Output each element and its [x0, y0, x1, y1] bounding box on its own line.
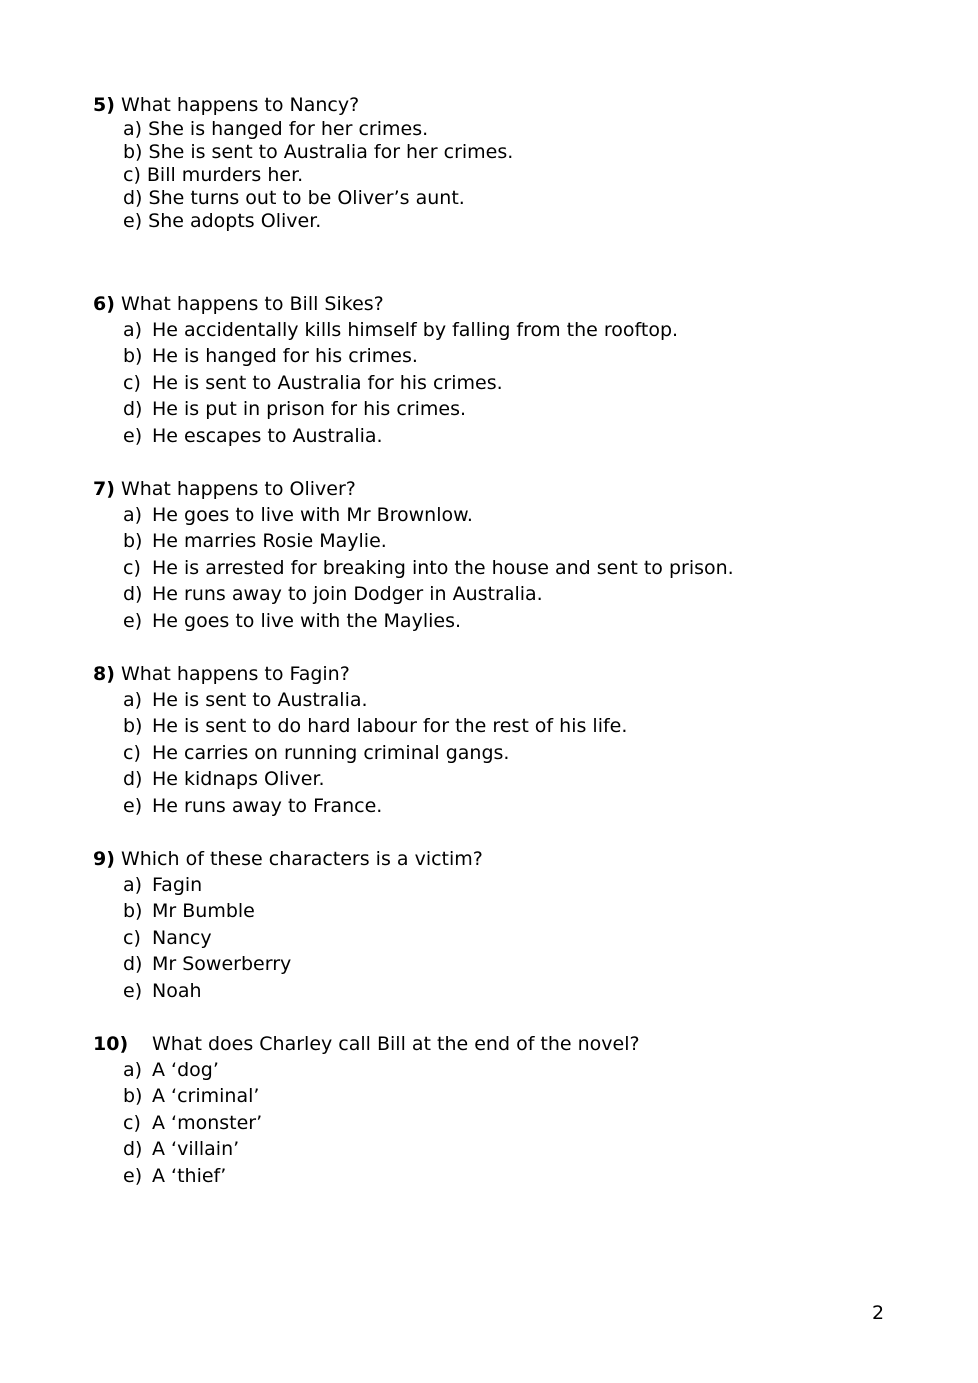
question-header [93, 661, 913, 687]
answer-option [93, 1110, 913, 1136]
answer-option [93, 370, 913, 396]
option-text: Noah [152, 979, 202, 1002]
question-text: What happens to Nancy? [120, 94, 360, 116]
answer-option [93, 317, 913, 343]
answer-option [93, 872, 913, 898]
option-text: He goes to live with the Maylies. [152, 609, 462, 632]
question-5 [93, 92, 913, 233]
option-text: He carries on running criminal gangs. [152, 741, 510, 764]
page-number: 2 [872, 1302, 885, 1324]
option-text: A ‘villain’ [152, 1138, 240, 1161]
answer-option [93, 555, 913, 581]
answer-option [93, 423, 913, 449]
option-text: He goes to live with Mr Brownlow. [152, 504, 473, 526]
option-letter: b) [123, 1085, 143, 1108]
option-text: A ‘monster’ [152, 1111, 263, 1134]
question-number: 8) [93, 663, 115, 685]
option-text: He runs away to France. [152, 794, 383, 817]
question-text: What happens to Bill Sikes? [120, 293, 384, 315]
option-letter: c) [123, 1111, 141, 1134]
question-9 [93, 846, 913, 1004]
option-letter: a) [123, 689, 143, 711]
question-text: What happens to Fagin? [120, 663, 350, 685]
option-letter: e) [123, 794, 143, 817]
answer-option [93, 343, 913, 369]
answer-option [93, 581, 913, 607]
option-letter: b) [123, 900, 143, 923]
question-number: 5) [93, 94, 115, 116]
answer-option [93, 793, 913, 819]
answer-option [93, 528, 913, 554]
option-text: He kidnaps Oliver. [152, 768, 325, 791]
option-letter: c) [123, 371, 141, 394]
option-letter: d) [123, 583, 143, 606]
question-8 [93, 661, 913, 819]
question-header [93, 291, 913, 317]
option-text: He marries Rosie Maylie. [152, 530, 387, 553]
question-number: 7) [93, 478, 115, 500]
option-text: He is sent to Australia. [152, 689, 368, 711]
option-letter: a) [123, 1059, 143, 1081]
answer-option [93, 608, 913, 634]
answer-option [93, 740, 913, 766]
option-letter: d) [123, 398, 143, 421]
option-letter: d) [123, 1138, 143, 1161]
answer-option: c) Bill murders her. [123, 164, 304, 186]
question-header [93, 846, 913, 872]
question-header [93, 92, 913, 118]
question-header [93, 1031, 913, 1057]
answer-option [93, 898, 913, 924]
option-letter: c) [123, 556, 141, 579]
option-text: Mr Sowerberry [152, 953, 292, 976]
answer-option [93, 1163, 913, 1189]
option-text: A ‘criminal’ [152, 1085, 260, 1108]
option-letter: e) [123, 609, 143, 632]
answer-option [93, 1057, 913, 1083]
option-text: He accidentally kills himself by falling from the rooftop. [152, 319, 679, 341]
answer-option [93, 502, 913, 528]
option-text: He is sent to Australia for his crimes. [152, 371, 503, 394]
answer-option: b) She is sent to Australia for her crimes. [123, 141, 514, 163]
answer-option [93, 1136, 913, 1162]
option-text: He escapes to Australia. [152, 424, 383, 447]
answer-option: d) She turns out to be Oliver’s aunt. [123, 187, 465, 209]
question-number: 9) [93, 848, 115, 870]
option-letter: e) [123, 424, 143, 447]
question-text: What does Charley call Bill at the end of the novel? [152, 1033, 640, 1055]
answer-option [93, 396, 913, 422]
answer-option: e) She adopts Oliver. [123, 210, 322, 232]
option-letter: b) [123, 530, 143, 553]
option-text: Mr Bumble [152, 900, 255, 923]
option-text: Nancy [152, 926, 212, 949]
option-text: He is put in prison for his crimes. [152, 398, 467, 421]
option-letter: c) [123, 926, 141, 949]
option-text: Fagin [152, 874, 203, 896]
option-text: He is arrested for breaking into the house and sent to prison. [152, 556, 734, 579]
answer-option [93, 978, 913, 1004]
option-letter: e) [123, 979, 143, 1002]
answer-option [93, 951, 913, 977]
option-letter: c) [123, 741, 141, 764]
option-text: He is hanged for his crimes. [152, 345, 418, 368]
option-letter: b) [123, 715, 143, 738]
option-letter: e) [123, 1164, 143, 1187]
question-number: 6) [93, 293, 115, 315]
option-letter: a) [123, 504, 143, 526]
question-text: Which of these characters is a victim? [120, 848, 483, 870]
question-header [93, 476, 913, 502]
option-letter: a) [123, 874, 143, 896]
option-text: A ‘dog’ [152, 1059, 219, 1081]
answer-option [93, 1083, 913, 1109]
option-letter: a) [123, 319, 143, 341]
answer-option [93, 713, 913, 739]
answer-option [93, 925, 913, 951]
answer-option: a) She is hanged for her crimes. [123, 118, 429, 140]
option-text: He runs away to join Dodger in Australia. [152, 583, 543, 606]
option-text: A ‘thief’ [152, 1164, 227, 1187]
question-number: 10) [93, 1033, 129, 1055]
option-letter: d) [123, 768, 143, 791]
option-letter: d) [123, 953, 143, 976]
question-6 [93, 291, 913, 449]
question-text: What happens to Oliver? [120, 478, 356, 500]
option-text: He is sent to do hard labour for the rest of his life. [152, 715, 628, 738]
option-letter: b) [123, 345, 143, 368]
question-7 [93, 476, 913, 634]
answer-option [93, 766, 913, 792]
answer-option [93, 687, 913, 713]
question-10 [93, 1031, 913, 1189]
